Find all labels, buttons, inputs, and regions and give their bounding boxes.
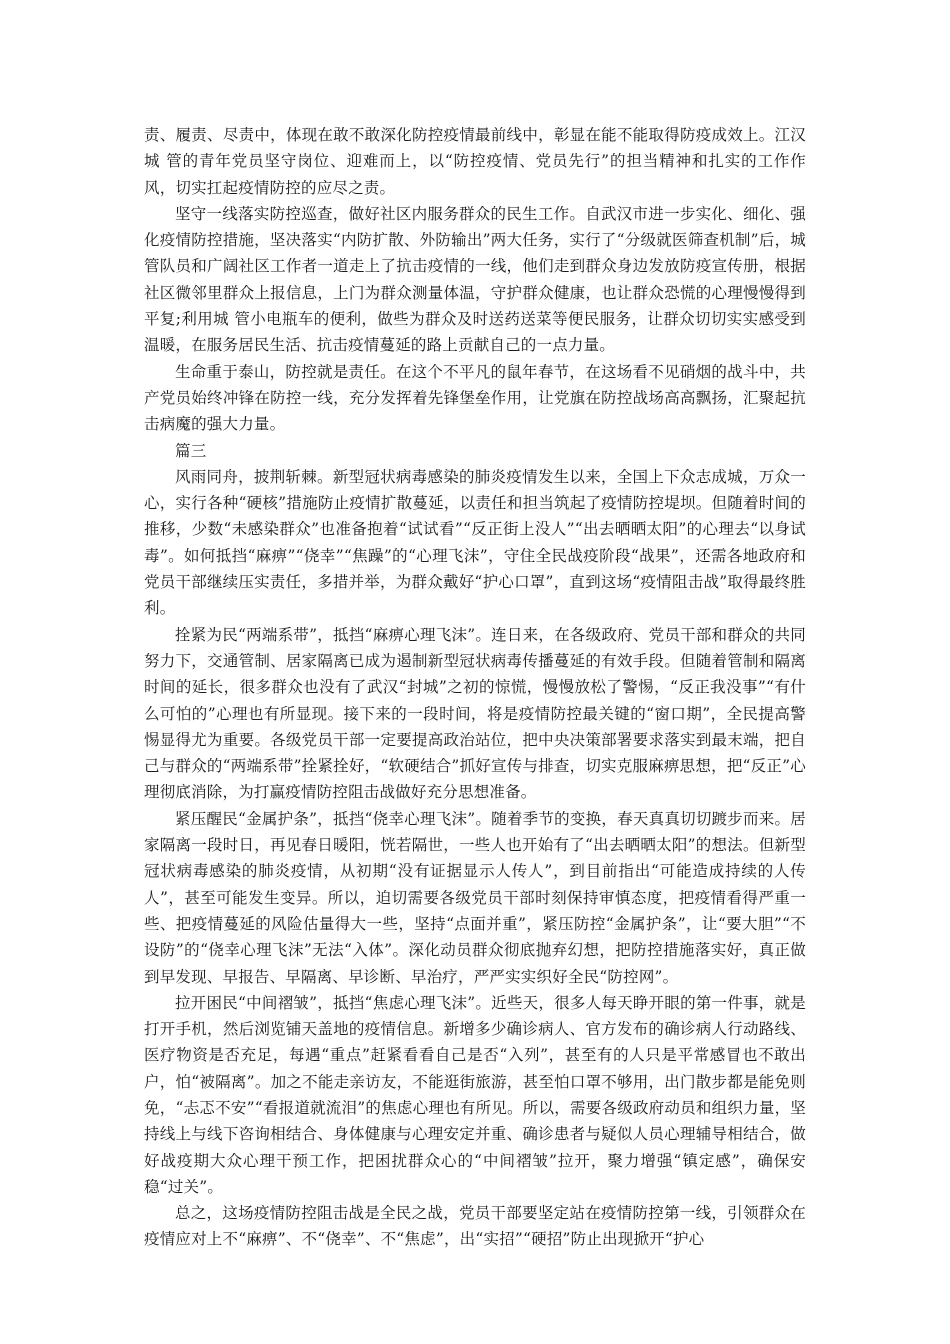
paragraph: 坚守一线落实防控巡查，做好社区内服务群众的民生工作。自武汉市进一步实化、细化、强化疫情防控措施，坚决落实“内防扩散、外防输出”两大任务，实行了“分级就医筛查机制”后，城 管队员和广阔社区工作者一道走上了抗击疫情的一线，他们走到群众身边发放防疫宣传册，根据社区微邻里群众上报信息，上门为群众测量体温，守护群众健康，也让群众恐慌的心理慢慢得到平复;利用城 管小电瓶车的便利，做些为群众及时送药送菜等便民服务，让群众切切实实感受到温暖，在服务居民生活、抗击疫情蔓延的路上贡献自己的一点力量。	[144, 204, 806, 355]
paragraph: 风雨同舟，披荆斩棘。新型冠状病毒感染的肺炎疫情发生以来，全国上下众志成城，万众一心，实行各种“硬核”措施防止疫情扩散蔓延，以责任和担当筑起了疫情防控堤坝。但随着时间的推移，少数“未感染群众”也准备抱着“试试看”“反正街上没人”“出去晒晒太阳”的心理去“以身试毒”。如何抵挡“麻痹”“侥幸”“焦躁”的“心理飞沫”，守住全民战疫阶段“战果”，还需各地政府和党员干部继续压实责任，多措并举，为群众戴好“护心口罩”，直到这场“疫情阻击战”取得最终胜利。	[144, 467, 806, 618]
paragraph: 生命重于泰山，防控就是责任。在这个不平凡的鼠年春节，在这场看不见硝烟的战斗中，共产党员始终冲锋在防控一线，充分发挥着先锋堡垒作用，让党旗在防控战场高高飘扬，汇聚起抗击病魔的强大力量。	[144, 362, 806, 434]
paragraph: 责、履责、尽责中，体现在敢不敢深化防控疫情最前线中，彰显在能不能取得防疫成效上。江汉城 管的青年党员坚守岗位、迎难而上，以“防控疫情、党员先行”的担当精神和扎实的工作作风，切实扛起疫情防控的应尽之责。	[144, 126, 806, 197]
paragraph: 拉开困民“中间褶皱”，抵挡“焦虑心理飞沫”。近些天，很多人每天睁开眼的第一件事，就是打开手机，然后浏览铺天盖地的疫情信息。新增多少确诊病人、官方发布的确诊病人行动路线、医疗物资是否充足，每遇“重点”赶紧看看自己是否“入列”，甚至有的人只是平常感冒也不敢出户，怕“被隔离”。加之不能走亲访友，不能逛街旅游，甚至怕口罩不够用，出门散步都是能免则免，“忐忑不安”“看报道就流泪”的焦虑心理也有所见。所以，需要各级政府动员和组织力量，坚持线上与线下咨询相结合、身体健康与心理安定并重、确诊患者与疑似人员心理辅导相结合，做好战疫期大众心理干预工作，把困扰群众心的“中间褶皱”拉开，聚力增强“镇定感”，确保安稳“过关”。	[144, 993, 806, 1196]
paragraph: 拴紧为民“两端系带”，抵挡“麻痹心理飞沫”。连日来，在各级政府、党员干部和群众的共同努力下，交通管制、居家隔离已成为遏制新型冠状病毒传播蔓延的有效手段。但随着管制和隔离时间的延长，很多群众也没有了武汉“封城”之初的惊慌，慢慢放松了警惕，“反正我没事”“有什么可怕的”心理也有所显现。接下来的一段时间，将是疫情防控最关键的“窗口期”，全民提高警惕显得尤为重要。各级党员干部一定要提高政治站位，把中央决策部署要求落实到最末端，把自己与群众的“两端系带”拴紧拴好，“软硬结合”抓好宣传与排查，切实克服麻痹思想，把“反正”心理彻底消除，为打赢疫情防控阻击战做好充分思想准备。	[144, 625, 806, 802]
paragraph: 总之，这场疫情防控阻击战是全民之战，党员干部要坚定站在疫情防控第一线，引领群众在疫情应对上不“麻痹”、不“侥幸”、不“焦虑”，出“实招”“硬招”防止出现掀开“护心	[144, 1204, 806, 1249]
document-body	[144, 122, 806, 1253]
paragraph: 紧压醒民“金属护条”，抵挡“侥幸心理飞沫”。随着季节的变换，春天真真切切踱步而来。居家隔离一段时日，再见春日暖阳，恍若隔世，一些人也开始有了“出去晒晒太阳”的想法。但新型冠状病毒感染的肺炎疫情，从初期“没有证据显示人传人”，到目前指出“可能造成持续的人传人”，甚至可能发生变异。所以，迫切需要各级党员干部时刻保持审慎态度，把疫情看得严重一些、把疫情蔓延的风险估量得大一些，坚持“点面并重”，紧压防控“金属护条”，让“要大胆”“不设防”的“侥幸心理飞沫”无法“入体”。深化动员群众彻底抛弃幻想，把防控措施落实好，真正做到早发现、早报告、早隔离、早诊断、早治疗，严严实实织好全民“防控网”。	[144, 809, 806, 986]
section-heading: 篇三	[175, 441, 207, 460]
